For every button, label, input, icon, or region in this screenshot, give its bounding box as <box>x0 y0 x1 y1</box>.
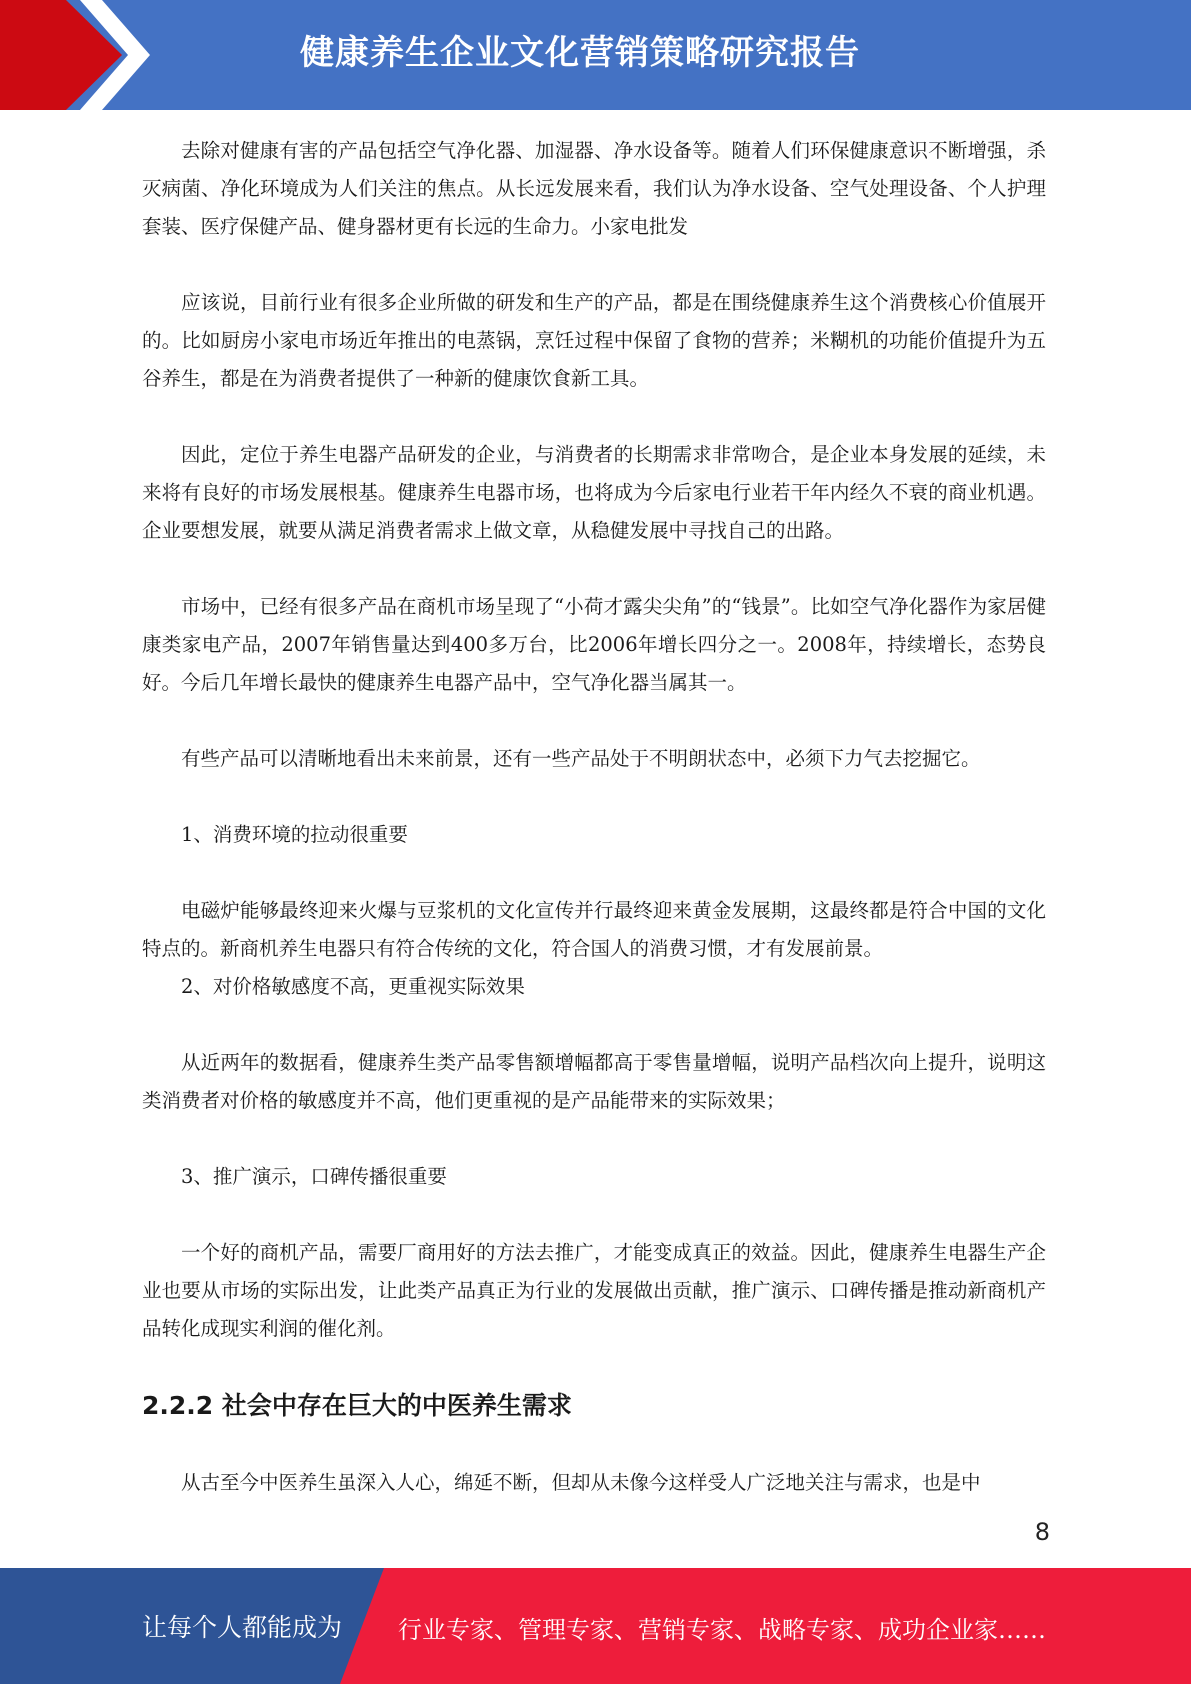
paragraph: 从古至今中医养生虽深入人心，绵延不断，但却从未像今这样受人广泛地关注与需求，也是中 <box>181 1471 981 1494</box>
paragraph: 电磁炉能够最终迎来火爆与豆浆机的文化宣传并行最终迎来黄金发展期，这最终都是符合中国的文化特点的。新商机养生电器只有符合传统的文化，符合国人的消费习惯，才有发展前景。 <box>142 899 1046 960</box>
page-body <box>142 132 1046 1502</box>
list-item-heading: 3、推广演示，口碑传播很重要 <box>181 1165 447 1188</box>
list-item-heading: 1、消费环境的拉动很重要 <box>181 823 408 846</box>
paragraph: 因此，定位于养生电器产品研发的企业，与消费者的长期需求非常吻合，是企业本身发展的延续，未来将有良好的市场发展根基。健康养生电器市场，也将成为今后家电行业若干年内经久不衰的商业机遇。企业要想发展，就要从满足消费者需求上做文章，从稳健发展中寻找自己的出路。 <box>142 443 1046 542</box>
page-footer <box>0 1568 1191 1684</box>
list-item-heading: 2、对价格敏感度不高，更重视实际效果 <box>181 975 525 998</box>
paragraph: 市场中，已经有很多产品在商机市场呈现了“小荷才露尖尖角”的“钱景”。比如空气净化器作为家居健康类家电产品，2007年销售量达到400多万台，比2006年增长四分之一。2008年，持续增长，态势良好。今后几年增长最快的健康养生电器产品中，空气净化器当属其一。 <box>142 595 1046 694</box>
paragraph: 从近两年的数据看，健康养生类产品零售额增幅都高于零售量增幅，说明产品档次向上提升，说明这类消费者对价格的敏感度并不高，他们更重视的是产品能带来的实际效果； <box>142 1051 1046 1112</box>
section-heading: 2.2.2 社会中存在巨大的中医养生需求 <box>142 1391 572 1420</box>
page-header <box>0 0 1191 110</box>
document-title: 健康养生企业文化营销策略研究报告 <box>300 33 860 73</box>
paragraph: 一个好的商机产品，需要厂商用好的方法去推广，才能变成真正的效益。因此，健康养生电器生产企业也要从市场的实际出发，让此类产品真正为行业的发展做出贡献，推广演示、口碑传播是推动新商机产品转化成现实利润的催化剂。 <box>142 1241 1046 1340</box>
footer-slogan-left: 让每个人都能成为 <box>142 1613 343 1642</box>
paragraph: 应该说，目前行业有很多企业所做的研发和生产的产品，都是在围绕健康养生这个消费核心价值展开的。比如厨房小家电市场近年推出的电蒸锅，烹饪过程中保留了食物的营养；米糊机的功能价值提升为五谷养生，都是在为消费者提供了一种新的健康饮食新工具。 <box>142 291 1046 390</box>
footer-slogan-right: 行业专家、管理专家、营销专家、战略专家、成功企业家…… <box>398 1616 1046 1644</box>
paragraph: 有些产品可以清晰地看出未来前景，还有一些产品处于不明朗状态中，必须下力气去挖掘它。 <box>181 747 981 770</box>
page-number: 8 <box>1034 1518 1050 1546</box>
paragraph: 去除对健康有害的产品包括空气净化器、加湿器、净水设备等。随着人们环保健康意识不断增强，杀灭病菌、净化环境成为人们关注的焦点。从长远发展来看，我们认为净水设备、空气处理设备、个人护理套装、医疗保健产品、健身器材更有长远的生命力。小家电批发 <box>142 139 1046 238</box>
